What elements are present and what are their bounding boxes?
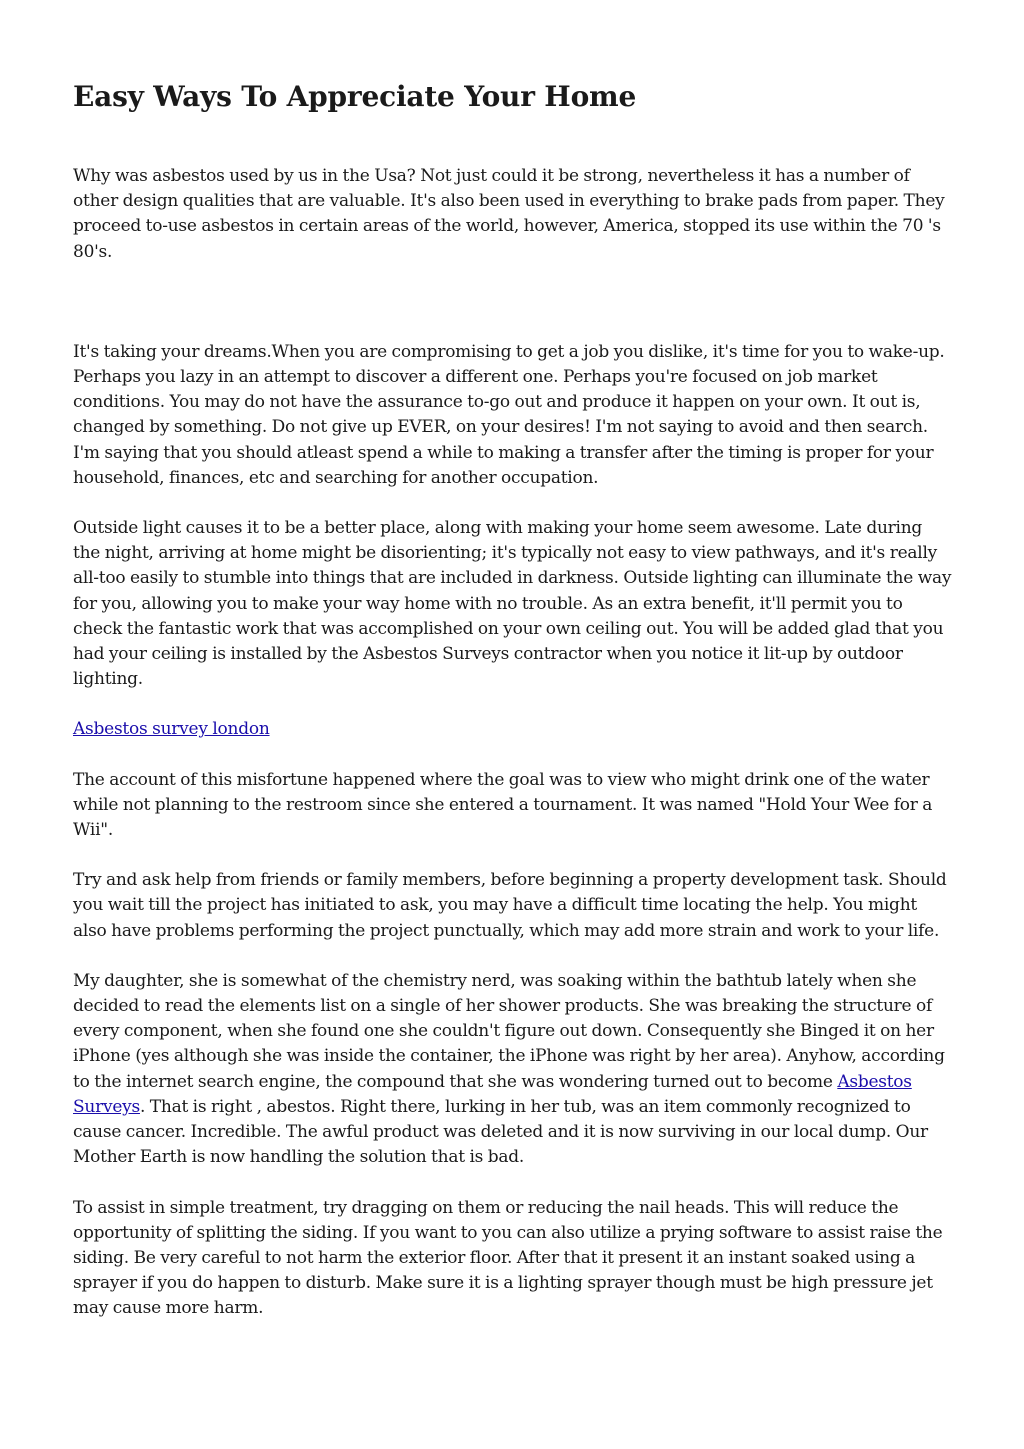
paragraph-7: To assist in simple treatment, try dragging on them or reducing the nail heads. This will reduce the opportunity of splitting the siding. If you want to you can also utilize a prying software to assist raise the siding. Be very careful to not harm the exterior floor. After that it present it an instant soaked using a sprayer if you do happen to disturb. Make sure it is a lighting sprayer though must be high pressure jet may cause more harm. [73, 1197, 943, 1319]
paragraph-6 [73, 969, 953, 1171]
paragraph-2: It's taking your dreams.When you are compromising to get a job you dislike, it's time for you to wake-up. Perhaps you lazy in an attempt to discover a different one. Perhaps you're focused on job market conditions. You may do not have the assurance to-go out and produce it happen on your own. It out is, changed by something. Do not give up EVER, on your desires! I'm not saying to avoid and then search. I'm saying that you should atleast spend a while to making a transfer after the timing is proper for your household, finances, etc and searching for another occupation. [73, 341, 945, 488]
page-title: Easy Ways To Appreciate Your Home [73, 80, 637, 113]
paragraph-3: Outside light causes it to be a better place, along with making your home seem awesome. Late during the night, arriving at home might be disorienting; it's typically not easy to view pathways, and it's really all-too easily to stumble into things that are included in darkness. Outside lighting can illuminate the way for you, allowing you to make your way home with no trouble. As an extra benefit, it'll permit you to check the fantastic work that was accomplished on your own ceiling out. You will be added glad that you had your ceiling is installed by the Asbestos Surveys contractor when you notice it lit-up by outdoor lighting. [73, 518, 952, 690]
paragraph-4: The account of this misfortune happened where the goal was to view who might drink one of the water while not planning to the restroom since she entered a tournament. It was named "Hold Your Wee for a Wii". [73, 769, 933, 841]
paragraph-1: Why was asbestos used by us in the Usa? Not just could it be strong, nevertheless it has a number of other design qualities that are valuable. It's also been used in everything to brake pads from paper. They proceed to-use asbestos in certain areas of the world, however, America, stopped its use within the 70 's 80's. [73, 166, 945, 262]
document-page [73, 78, 953, 1322]
paragraph-6-text-before: My daughter, she is somewhat of the chemistry nerd, was soaking within the bathtub lately when she decided to read the elements list on a single of her shower products. She was breaking the structure of every component, when she found one she couldn't figure out down. Consequently she Binged it on her iPhone (yes although she was inside the container, the iPhone was right by her area). Anyhow, according to the internet search engine, the compound that she was wondering turned out to become [73, 970, 945, 1092]
paragraph-5: Try and ask help from friends or family members, before beginning a property development task. Should you wait till the project has initiated to ask, you may have a difficult time locating the help. You might also have problems performing the project punctually, which may add more strain and work to your life. [73, 870, 947, 941]
asbestos-surveys-link[interactable]: Asbestos Surveys [73, 1071, 912, 1117]
link-paragraph [73, 717, 953, 742]
paragraph-6-text-after: . That is right , abestos. Right there, lurking in her tub, was an item commonly recognized to cause cancer. Incredible. The awful product was deleted and it is now surviving in our local dump. Our Mother Earth is now handling the solution that is bad. [73, 1096, 928, 1168]
asbestos-survey-london-link[interactable]: Asbestos survey london [73, 719, 270, 740]
